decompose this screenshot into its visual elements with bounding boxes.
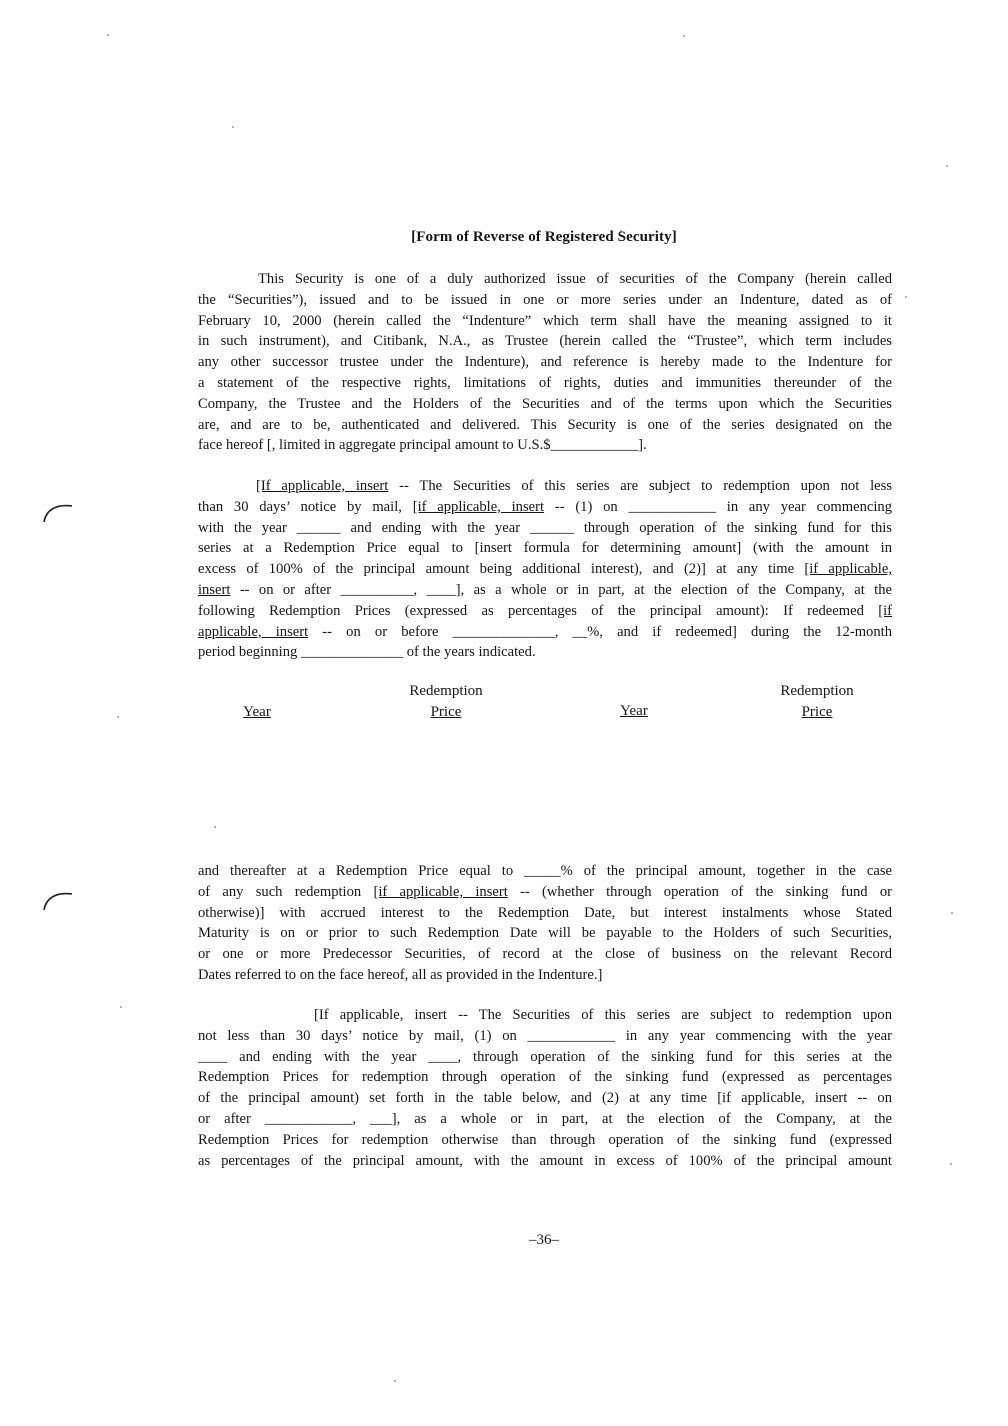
underlined-instruction: [If applicable, insert: [256, 478, 389, 494]
page-title: [Form of Reverse of Registered Security]: [411, 229, 677, 245]
text-line: series at a Redemption Price equal to [insert formula for determining amount] (with the amount in: [198, 540, 892, 557]
text-line: and thereafter at a Redemption Price equal to _____% of the principal amount, together in the case: [198, 863, 892, 879]
text-line: Redemption Prices for redemption otherwise than through operation of the sinking fund (expressed: [198, 1131, 892, 1148]
scan-speck: [117, 716, 119, 718]
page-number: –36–: [529, 1232, 559, 1248]
text-line: otherwise)] with accrued interest to the Redemption Date, but interest instalments whose Stated: [198, 904, 892, 921]
text-line: not less than 30 days’ notice by mail, (1) on ____________ in any year commencing with the year: [198, 1027, 892, 1044]
scan-speck: [394, 1380, 396, 1382]
text-line: in such instrument), and Citibank, N.A., as Trustee (herein called the “Trustee”, which term includes: [198, 333, 892, 350]
text-line: Redemption Prices for redemption through operation of the sinking fund (expressed as percentages: [198, 1069, 892, 1086]
scan-speck: [905, 296, 907, 298]
text-line: Dates referred to on the face hereof, all as provided in the Indenture.]: [198, 966, 603, 983]
text-line: February 10, 2000 (herein called the “Indenture” which term shall have the meaning assigned to it: [198, 312, 892, 329]
text-line: excess of 100% of the principal amount being additional interest), and (2)] at any time [if applicable,: [198, 561, 892, 578]
scan-speck: [107, 34, 109, 36]
paragraph-2: [198, 476, 892, 663]
table-header-year: Year: [243, 704, 271, 720]
scan-speck: [120, 1006, 122, 1008]
scan-speck: [946, 165, 948, 167]
table-header-redemption-price: Redemption Price: [780, 683, 854, 720]
scan-speck: [683, 35, 685, 37]
text-line: are, and are to be, authenticated and delivered. This Security is one of the series designated on the: [198, 416, 892, 433]
text-line: as percentages of the principal amount, with the amount in excess of 100% of the principal amount: [198, 1152, 892, 1169]
paragraph-1: [198, 269, 892, 456]
scan-mark-arc: [36, 886, 76, 926]
scan-speck: [951, 912, 953, 914]
text-line: [If applicable, insert -- The Securities of this series are subject to redemption upon: [314, 1007, 892, 1023]
text-line: of the principal amount) set forth in the table below, and (2) at any time [if applicable, insert -- on: [198, 1090, 892, 1107]
text-line: face hereof [, limited in aggregate principal amount to U.S.$____________].: [198, 437, 647, 454]
underlined-instruction: [if: [878, 602, 892, 619]
table-header-redemption-price: Redemption Price: [409, 683, 483, 720]
underlined-instruction: [if applicable, insert: [412, 498, 545, 515]
scan-mark-arc: [36, 498, 76, 538]
text-line: than 30 days’ notice by mail, [if applicable, insert -- (1) on ____________ in any year commencing: [198, 498, 893, 515]
underlined-instruction: insert: [198, 581, 231, 598]
paragraph-3: [198, 861, 892, 986]
scan-speck: [214, 826, 216, 828]
text-line: Company, the Trustee and the Holders of the Securities and of the terms upon which the Securities: [198, 395, 892, 412]
text-line: ____ and ending with the year ____, through operation of the sinking fund for this series at the: [198, 1048, 892, 1065]
underlined-instruction: applicable, insert: [198, 623, 309, 640]
text-line: This Security is one of a duly authorized issue of securities of the Company (herein called: [258, 271, 892, 287]
text-line: [If applicable, insert -- The Securities of this series are subject to redemption upon not less: [256, 478, 892, 494]
text-line: of any such redemption [if applicable, insert -- (whether through operation of the sinking fund or: [198, 883, 893, 900]
text-line: applicable, insert -- on or before ______________, __%, and if redeemed] during the 12-month: [198, 623, 892, 640]
text-line: the “Securities”), issued and to be issued in one or more series under an Indenture, dated as of: [198, 291, 892, 308]
table-header-year: Year: [620, 703, 648, 719]
text-line: a statement of the respective rights, limitations of rights, duties and immunities thereunder of the: [198, 374, 892, 391]
scan-speck: [232, 126, 234, 128]
scan-speck: [950, 1163, 952, 1165]
text-line: any other successor trustee under the Indenture), and reference is hereby made to the Indenture for: [198, 354, 892, 371]
underlined-instruction: [if applicable, insert: [373, 883, 508, 900]
text-line: period beginning ______________ of the years indicated.: [198, 644, 536, 661]
text-line: or after ____________, ___], as a whole or in part, at the election of the Company, at the: [198, 1110, 892, 1127]
text-line: following Redemption Prices (expressed as percentages of the principal amount): If redeemed [if: [198, 602, 892, 619]
text-line: or one or more Predecessor Securities, of record at the close of business on the relevant Record: [198, 946, 892, 963]
text-line: Maturity is on or prior to such Redemption Date will be payable to the Holders of such Securities,: [198, 925, 892, 942]
paragraph-4: [198, 1005, 892, 1171]
text-line: with the year ______ and ending with the year ______ through operation of the sinking fund for this: [198, 519, 892, 536]
underlined-instruction: [if applicable,: [804, 561, 892, 578]
text-line: insert -- on or after __________, ____], as a whole or in part, at the election of the Company, at the: [198, 581, 892, 598]
